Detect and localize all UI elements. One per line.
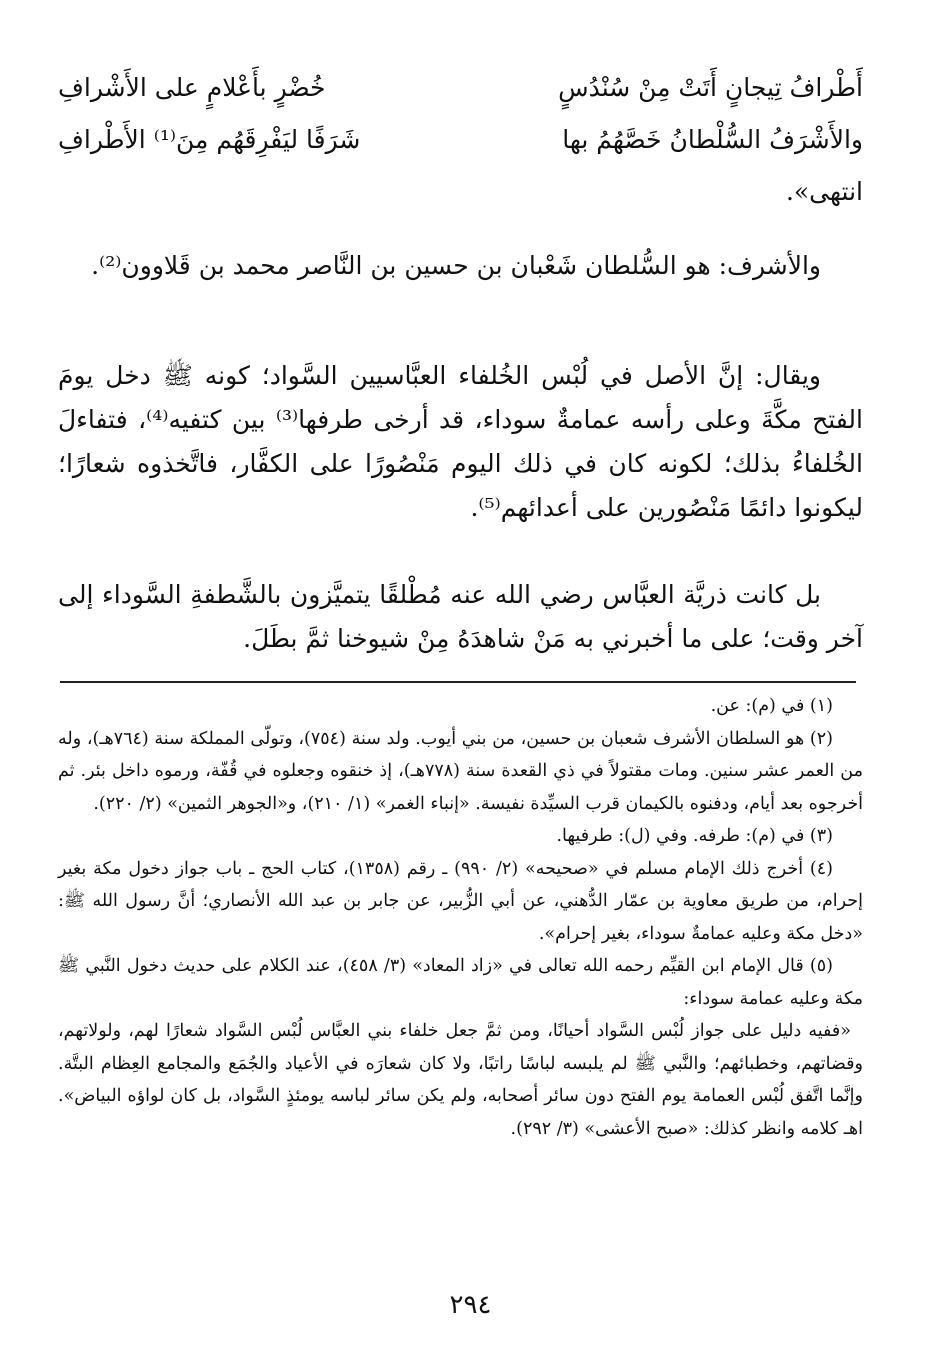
verse-line-1-first-hemistich: أَطْرافُ تِيجانٍ أَتَتْ مِنْ سُنْدُسٍ [558, 73, 863, 102]
footnote-1: (١) في (م): عن. [710, 696, 833, 716]
page-number: ٢٩٤ [449, 1290, 492, 1320]
verse-line-1 [58, 62, 863, 114]
quote-end: انتهى». [785, 177, 863, 206]
footnote-5-quote: «ففيه دليل على جواز لُبْس السَّواد أحيانًا، ومن ثمَّ جعل خلفاء بني العبَّاس لُبْس السَّواد شعارًا لهم، ولولاتهم، وقضاتهم، وخطبائهم؛ والنَّبي ﷺ لم يلبسه لباسًا راتبًا، ولا كان شعارَه في الأعياد والجُمَع والمجامع العِظام البتَّة. وإنَّما اتَّفق لُبْس العمامة يوم الفتح دون سائر أصحابه، ولم يكن سائر لباسه يومئذٍ السَّواد، بل كان لواؤه البياض». اهـ كلامه وانظر كذلك: «صبح الأعشى» (٣/ ٢٩٢). [58, 1021, 863, 1139]
verse-line-2-first-hemistich: والأَشْرَفُ السُّلْطانُ خَصَّهُمُ بها [562, 125, 863, 154]
paragraph-ashraf [58, 244, 863, 288]
paragraph-abbas-text: بل كانت ذريَّة العبَّاس رضي الله عنه مُطْلقًا يتميَّزون بالشَّطفةِ السَّوداء إلى آخر وقت؛ على ما أخبرني به مَنْ شاهدَهُ مِنْ شيوخنا ثمَّ بطَلَ. [58, 580, 863, 653]
paragraph-origin [58, 354, 863, 530]
verse-line-1-second-hemistich: خُضْرٍ بأَعْلامٍ على الأَشْرافِ [58, 73, 326, 102]
paragraph-abbas [58, 573, 863, 661]
footnote-separator [60, 681, 856, 683]
paragraph-origin-text: ويقال: إنَّ الأصل في لُبْس الخُلفاء العبَّاسيين السَّواد؛ كونه ﷺ دخل يومَ الفتح مكَّةَ وعلى رأسه عمامةٌ سوداء، قد أرخى طرفها⁽³⁾ بين كتفيه⁽⁴⁾، فتفاءلَ الخُلفاءُ بذلك؛ لكونه كان في ذلك اليوم مَنْصُورًا على الكفَّار، فاتَّخذوه شعارًا؛ ليكونوا دائمًا مَنْصُورين على أعدائهم⁽⁵⁾. [58, 361, 863, 522]
footnote-2: (٢) هو السلطان الأشرف شعبان بن حسين، من بني أيوب. ولد سنة (٧٥٤)، وتولّى المملكة سنة (٧٦٤هـ)، وله من العمر عشر سنين. ومات مقتولاً في ذي القعدة سنة (٧٧٨هـ)، إذ خنقوه وجعلوه في قُفّة، ورموه داخل بئر. ثم أخرجوه بعد أيام، ودفنوه بالكيمان قرب السيِّدة نفيسة. «إنباء الغمر» (١/ ٢١٠)، و«الجوهر الثمين» (٢/ ٢٢٠). [58, 728, 863, 814]
paragraph-ashraf-text: والأشرف: هو السُّلطان شَعْبان بن حسين بن النَّاصر محمد بن قَلاوون⁽²⁾. [91, 251, 821, 280]
verse-line-2-second-hemistich: شَرَفًا ليَفْرِقَهُم مِنَ⁽¹⁾ الأَطْرافِ [58, 125, 361, 154]
verse-line-2 [58, 114, 863, 166]
footnote-4: (٤) أخرج ذلك الإمام مسلم في «صحيحه» (٢/ ٩٩٠) ـ رقم (١٣٥٨)، كتاب الحج ـ باب جواز دخول مكة بغير إحرام، من طريق معاوية بن عمّار الدُّهني، عن أبي الزُّبير، عن جابر بن عبد الله الأنصاري؛ أنَّ رسول الله ﷺ: «دخل مكة وعليه عمامةٌ سوداء، بغير إحرام». [58, 858, 863, 944]
verse-block [58, 62, 863, 218]
footnotes [58, 690, 863, 1145]
footnote-3: (٣) في (م): طرفه. وفي (ل): طرفيها. [556, 826, 833, 846]
footnote-5: (٥) قال الإمام ابن القيِّم رحمه الله تعالى في «زاد المعاد» (٣/ ٤٥٨)، عند الكلام على حديث دخول النَّبي ﷺ مكة وعليه عمامة سوداء: [58, 956, 863, 1009]
